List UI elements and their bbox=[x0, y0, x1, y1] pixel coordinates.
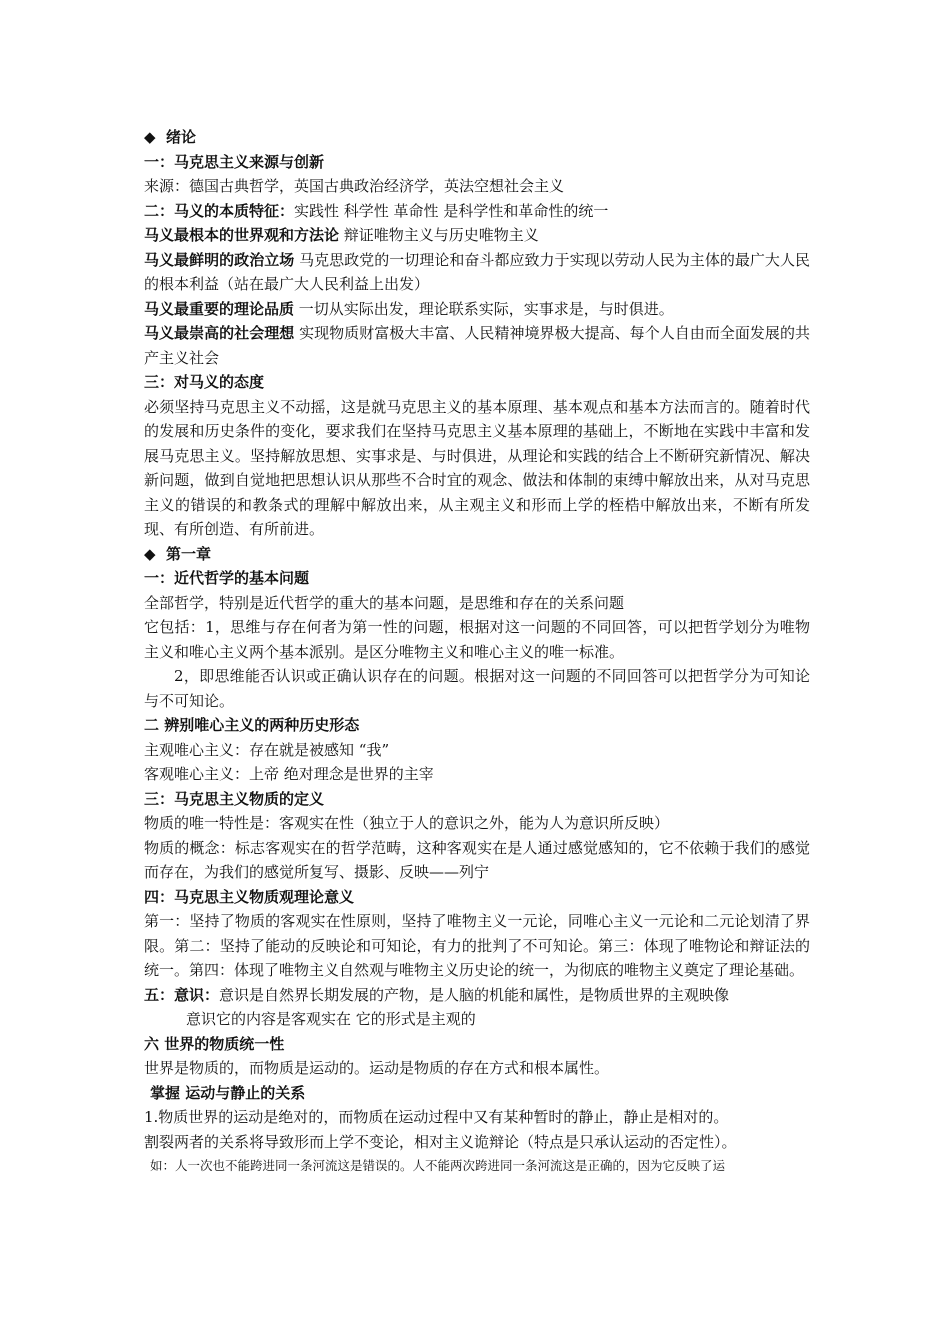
intro-s3-text: 必须坚持马克思主义不动摇，这是就马克思主义的基本原理、基本观点和基本方法而言的。随着时代的发展和历史条件的变化，要求我们在坚持马克思主义基本原理的基础上，不断地在实践中丰富和发展马克思主义。坚持解放思想、实事求是、与时俱进，从理论和实践的结合上不断研究新情况、解决新问题，做到自觉地把思想认识从那些不合时宜的观念、做法和体制的束缚中解放出来，从对马克思主义的错误的和教条式的理解中解放出来，从主观主义和形而上学的桎梏中解放出来，不断有所发现、有所创造、有所前进。 bbox=[144, 397, 810, 538]
ch1-s1-p1: 全部哲学，特别是近代哲学的重大的基本问题，是思维和存在的关系问题 bbox=[144, 593, 625, 612]
document-page bbox=[144, 125, 810, 1179]
ch1-s5-p2: 意识它的内容是客观实在 它的形式是主观的 bbox=[186, 1010, 476, 1028]
ch1-s6-sub: 掌握 运动与静止的关系 bbox=[150, 1083, 306, 1102]
ch1-s6-title: 六 世界的物质统一性 bbox=[144, 1034, 285, 1053]
ch1-s3-title: 三：马克思主义物质的定义 bbox=[144, 789, 325, 808]
ch1-s2-p2: 客观唯心主义：上帝 绝对理念是世界的主宰 bbox=[144, 765, 434, 783]
intro-s1-text: 来源：德国古典哲学，英国古典政治经济学，英法空想社会主义 bbox=[144, 177, 565, 195]
ch1-s6-p3: 割裂两者的关系将导致形而上学不变论，相对主义诡辩论（特点是只承认运动的否定性）。 bbox=[144, 1132, 737, 1151]
intro-item: 马义最根本的世界观和方法论 辩证唯物主义与历史唯物主义 bbox=[144, 226, 539, 244]
ch1-s1-title: 一：近代哲学的基本问题 bbox=[144, 569, 310, 587]
ch1-s1-p2: 它包括：1，思维与存在何者为第一性的问题，根据对这一问题的不同回答，可以把哲学划分为唯物主义和唯心主义两个基本派别。是区分唯物主义和唯心主义的唯一标准。 bbox=[144, 618, 810, 661]
ch1-s4-title: 四：马克思主义物质观理论意义 bbox=[144, 887, 355, 906]
ch1-s3-p1: 物质的唯一特性是：客观实在性（独立于人的意识之外，能为人为意识所反映） bbox=[144, 814, 670, 832]
section-heading-intro: ◆ 绪论 bbox=[144, 125, 810, 150]
intro-item: 马义最重要的理论品质 一切从实际出发，理论联系实际，实事求是，与时俱进。 bbox=[144, 299, 674, 318]
section-heading-chapter1: ◆ 第一章 bbox=[144, 542, 810, 567]
ch1-s5: 五：意识：意识是自然界长期发展的产物，是人脑的机能和属性，是物质世界的主观映像 bbox=[144, 985, 730, 1004]
ch1-s4-p1: 第一：坚持了物质的客观实在性原则，坚持了唯物主义一元论，同唯心主义一元论和二元论划清了界限。第二：坚持了能动的反映论和可知论，有力的批判了不可知论。第三：体现了唯物论和辩证法的统一。第四：体现了唯物主义自然观与唯物主义历史论的统一，为彻底的唯物主义奠定了理论基础。 bbox=[144, 912, 810, 979]
ch1-s2-p1: 主观唯心主义：存在就是被感知 “我” bbox=[144, 740, 390, 759]
ch1-s2-title: 二 辨别唯心主义的两种历史形态 bbox=[144, 716, 360, 734]
intro-item: 马义最崇高的社会理想 实现物质财富极大丰富、人民精神境界极大提高、每个人自由而全面发展的共产主义社会 bbox=[144, 324, 810, 367]
ch1-s6-note: 如：人一次也不能跨进同一条河流这是错误的。人不能两次跨进同一条河流这是正确的，因为它反映了运 bbox=[150, 1158, 726, 1173]
diamond-icon: ◆ bbox=[144, 544, 156, 563]
diamond-icon: ◆ bbox=[144, 128, 156, 146]
intro-s1-title: 一：马克思主义来源与创新 bbox=[144, 152, 325, 171]
ch1-s6-p1: 世界是物质的，而物质是运动的。运动是物质的存在方式和根本属性。 bbox=[144, 1059, 610, 1077]
intro-s3-title: 三：对马义的态度 bbox=[144, 373, 265, 391]
intro-item: 马义最鲜明的政治立场 马克思政党的一切理论和奋斗都应致力于实现以劳动人民为主体的最广大人民的根本利益（站在最广大人民利益上出发） bbox=[144, 250, 810, 293]
ch1-s3-p2: 物质的概念：标志客观实在的哲学范畴，这种客观实在是人通过感觉感知的，它不依赖于我们的感觉而存在，为我们的感觉所复写、摄影、反映——列宁 bbox=[144, 838, 810, 881]
ch1-s6-p2: 1.物质世界的运动是绝对的，而物质在运动过程中又有某种暂时的静止，静止是相对的。 bbox=[144, 1108, 729, 1126]
ch1-s1-p3: 2，即思维能否认识或正确认识存在的问题。根据对这一问题的不同回答可以把哲学分为可知论与不可知论。 bbox=[144, 667, 810, 710]
intro-s2: 二：马义的本质特征：实践性 科学性 革命性 是科学性和革命性的统一 bbox=[144, 201, 609, 220]
